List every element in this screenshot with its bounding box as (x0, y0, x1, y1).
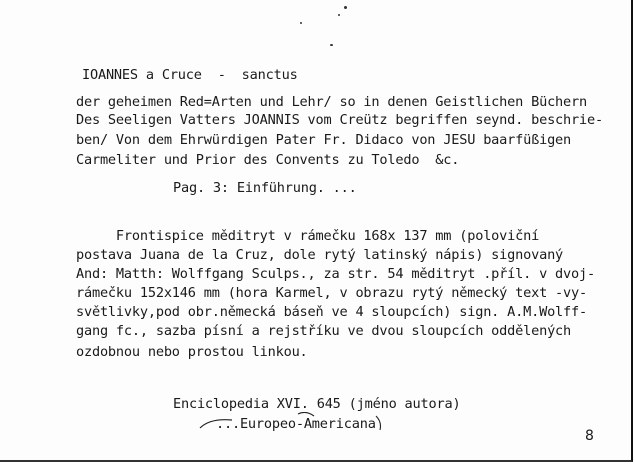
page-note: Pag. 3: Einführung. ... (173, 180, 357, 196)
description-line-3: And: Matth: Wolffgang Sculps., za str. 54 měditryt .příl. v dvoj- (76, 266, 595, 282)
title-line-3: ben/ Von dem Ehrwürdigen Pater Fr. Didaco von JESU baarfüßigen (76, 132, 572, 148)
reference-line: Enciclopedia XVI. 645 (jméno autora) (173, 396, 461, 412)
description-line-7: ozdobnou nebo prostou linkou. (76, 344, 308, 360)
description-line-1: Frontispice měditryt v rámečku 168x 137 mm (poloviční (76, 228, 540, 244)
description-line-4: rámečku 152x146 mm (hora Karmel, v obrazu rytý německý text -vy- (76, 285, 587, 301)
description-line-5: světlivky,pod obr.německá báseň ve 4 sloupcích) sign. A.M.Wolff- (76, 304, 587, 320)
page-number: 8 (585, 428, 594, 444)
ink-speck (330, 44, 333, 46)
title-line-4: Carmeliter und Prior des Convents zu Toledo &c. (76, 152, 460, 168)
ink-speck (300, 22, 302, 24)
title-line-1: der geheimen Red=Arten und Lehr/ so in denen Geistlichen Büchern (76, 94, 587, 110)
ink-speck (344, 6, 347, 9)
ink-speck (338, 14, 340, 16)
description-line-6: gang fc., sazba písní a rejstříku ve dvou sloupcích oddělených (76, 323, 572, 339)
card-heading: IOANNES a Cruce - sanctus (82, 67, 298, 83)
description-line-2: postava Juana de la Cruz, dole rytý latinský nápis) signovaný (76, 247, 564, 263)
title-line-2: Des Seeligen Vatters JOANNIS vom Creütz begriffen seynd. beschrie- (76, 112, 603, 128)
reference-subline: ...Europeo-Americana (216, 416, 376, 432)
